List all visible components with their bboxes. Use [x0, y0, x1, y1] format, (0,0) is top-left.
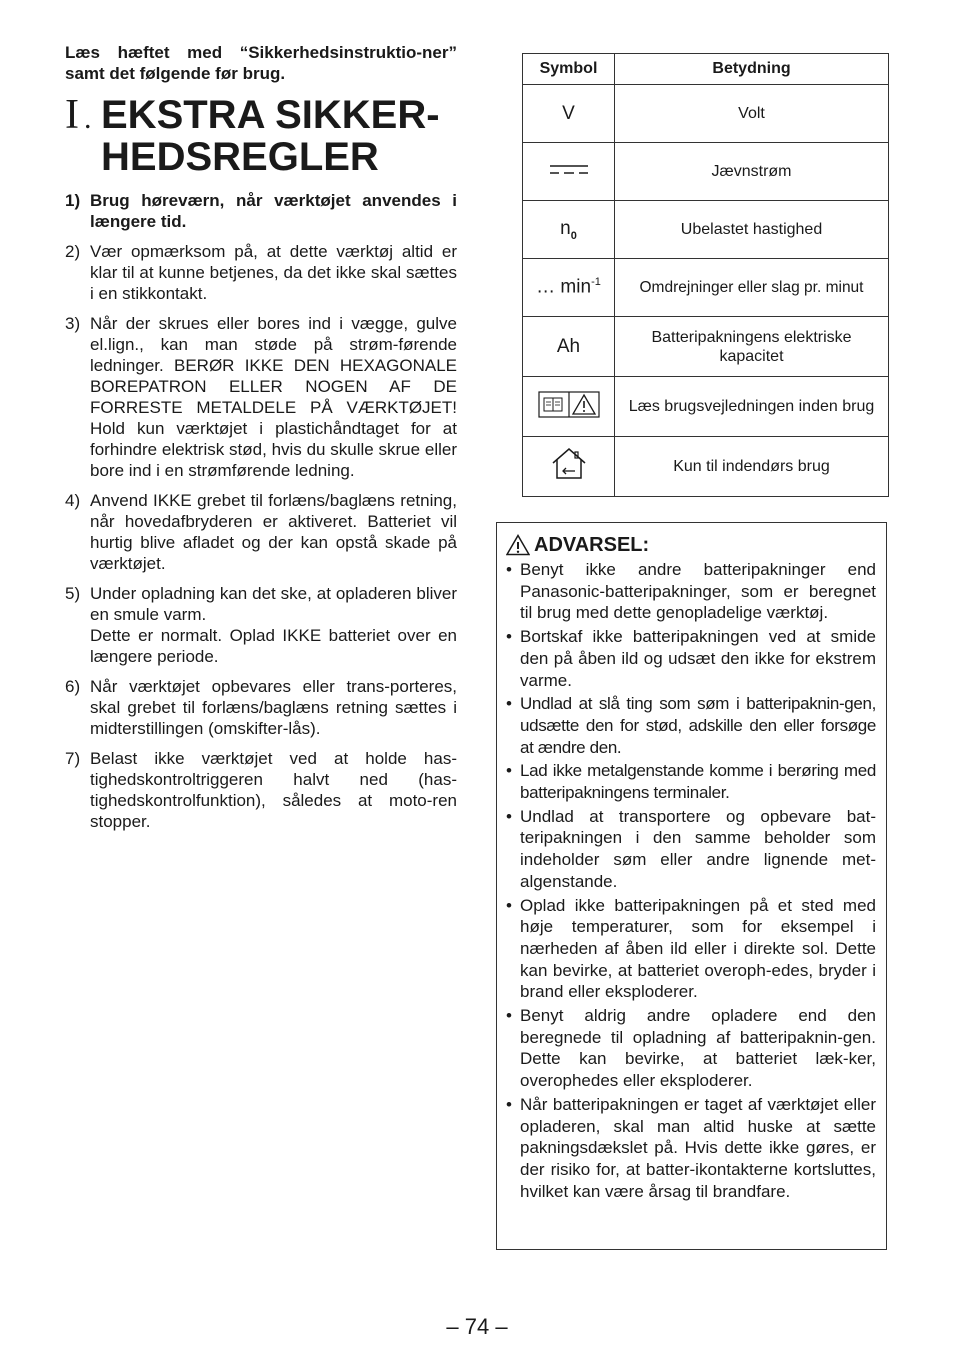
- list-item: 2) Vær opmærksom på, at dette værktøj altid er klar til at kunne betjenes, da det ikke skal sættes i en stikkontakt.: [65, 242, 457, 303]
- intro-text: Læs hæftet med “Sikkerhedsinstruktio-ner” samt det følgende før brug.: [65, 43, 457, 83]
- symbol-cell: Ah: [523, 317, 615, 377]
- meaning-cell: Kun til indendørs brug: [615, 437, 889, 497]
- warning-title: ADVARSEL:: [506, 533, 876, 557]
- header-meaning: Betydning: [615, 54, 889, 85]
- left-column: [65, 42, 457, 841]
- table-row: [523, 259, 889, 317]
- dc-current-icon: [549, 161, 589, 177]
- list-item: 3) Når der skrues eller bores ind i vægge, gulve el.lign., kan man støde på strøm-førende ledninger. BERØR IKKE DEN HEXAGONALE BOREPATRON ELLER NOGEN AF DE FORRESTE METALDELE PÅ VÆRKTØJET! Hold kun værktøjet i plastichåndtaget for at forhindre elektrisk stød, hvis du skulle skrue eller bore ind i en strømførende ledning.: [65, 314, 457, 480]
- warning-triangle-icon: [506, 534, 530, 556]
- list-item: • Benyt aldrig andre opladere end den beregnede til opladning af batteripaknin-gen. Dette kan bevirke, at batteriet læk-ker, overophedes eller eksploderer.: [506, 1005, 876, 1092]
- table-row: [523, 437, 889, 497]
- list-item: 5) Under opladning kan det ske, at opladeren bliver en smule varm. Dette er normalt. Oplad IKKE batteriet over en længere periode.: [65, 584, 457, 666]
- table-header-row: [523, 54, 889, 85]
- list-item: • Lad ikke metalgenstande komme i berøring med batteripakningens terminaler.: [506, 760, 876, 803]
- table-row: [523, 85, 889, 143]
- list-item: 1) Brug høreværn, når værktøjet anvendes i længere tid.: [65, 191, 457, 231]
- section-title-line2: HEDSREGLER: [101, 135, 379, 179]
- meaning-cell: Læs brugsvejledningen inden brug: [615, 377, 889, 437]
- list-item: 7) Belast ikke værktøjet ved at holde has-tighedskontroltriggeren halvt ned (has-tighedskontrolfunktion), således at moto-ren stopper.: [65, 749, 457, 831]
- meaning-cell: Ubelastet hastighed: [615, 201, 889, 259]
- list-item: • Benyt ikke andre batteripakninger end Panasonic-batteripakninger, som er beregnet til brug med dette genopladelige værktøj.: [506, 559, 876, 624]
- list-item: • Undlad at slå ting som søm i batteripaknin-gen, udsætte den for stød, adskille den eller forsøge at ændre den.: [506, 693, 876, 758]
- header-symbol: Symbol: [523, 54, 615, 85]
- meaning-cell: Omdrejninger eller slag pr. minut: [615, 259, 889, 317]
- warning-box: [496, 522, 887, 1250]
- table-row: [523, 201, 889, 259]
- read-manual-warning-icon: [538, 389, 600, 419]
- section-title-line1: EKSTRA SIKKER-: [101, 93, 440, 137]
- list-item: 6) Når værktøjet opbevares eller trans-porteres, skal grebet til forlæns/baglæns retning sættes i midterstillingen (omskifter-lås).: [65, 677, 457, 738]
- table-row: [523, 377, 889, 437]
- table-row: [523, 143, 889, 201]
- list-item: 4) Anvend IKKE grebet til forlæns/baglæns retning, når hovedafbryderen er aktiveret. Batteriet vil hurtig blive afladet og der kan opstå skade på værktøjet.: [65, 491, 457, 573]
- table-row: [523, 317, 889, 377]
- meaning-cell: Jævnstrøm: [615, 143, 889, 201]
- warning-list: [506, 559, 876, 1202]
- symbol-table: [522, 53, 889, 497]
- safety-rules-list: [65, 190, 457, 832]
- meaning-cell: Batteripakningens elektriske kapacitet: [615, 317, 889, 377]
- indoor-use-icon: [549, 446, 589, 482]
- meaning-cell: Volt: [615, 85, 889, 143]
- section-heading: I . EKSTRA SIKKER- HEDSREGLER: [65, 92, 440, 179]
- symbol-cell: V: [523, 85, 615, 143]
- list-item: • Undlad at transportere og opbevare bat-teripakningen i den samme beholder som indeholder søm eller andre lignende met-algenstande.: [506, 806, 876, 893]
- list-item: • Når batteripakningen er taget af værktøjet eller opladeren, skal man altid huske at sætte pakningsdækslet på. Hvis dette ikke gøres, er der risiko for, at batter-ikontakterne kortsluttes, hvilket kan være årsag til brandfare.: [506, 1094, 876, 1203]
- symbol-cell: $n_0$: [523, 201, 615, 259]
- section-roman-numeral: I: [65, 92, 79, 138]
- page-number: – 74 –: [446, 1314, 508, 1339]
- list-item: • Oplad ikke batteripakningen på et sted med høje temperaturer, som for eksempel i nærheden af åben ild eller i direkte sol. Dette kan bevirke, at batteriet overoph-edes, bryder i brand eller eksploderer.: [506, 895, 876, 1004]
- symbol-cell: … $\min^{-1}$: [523, 259, 615, 317]
- list-item: • Bortskaf ikke batteripakningen ved at smide den på åben ild og udsæt den ikke for ekstrem varme.: [506, 626, 876, 691]
